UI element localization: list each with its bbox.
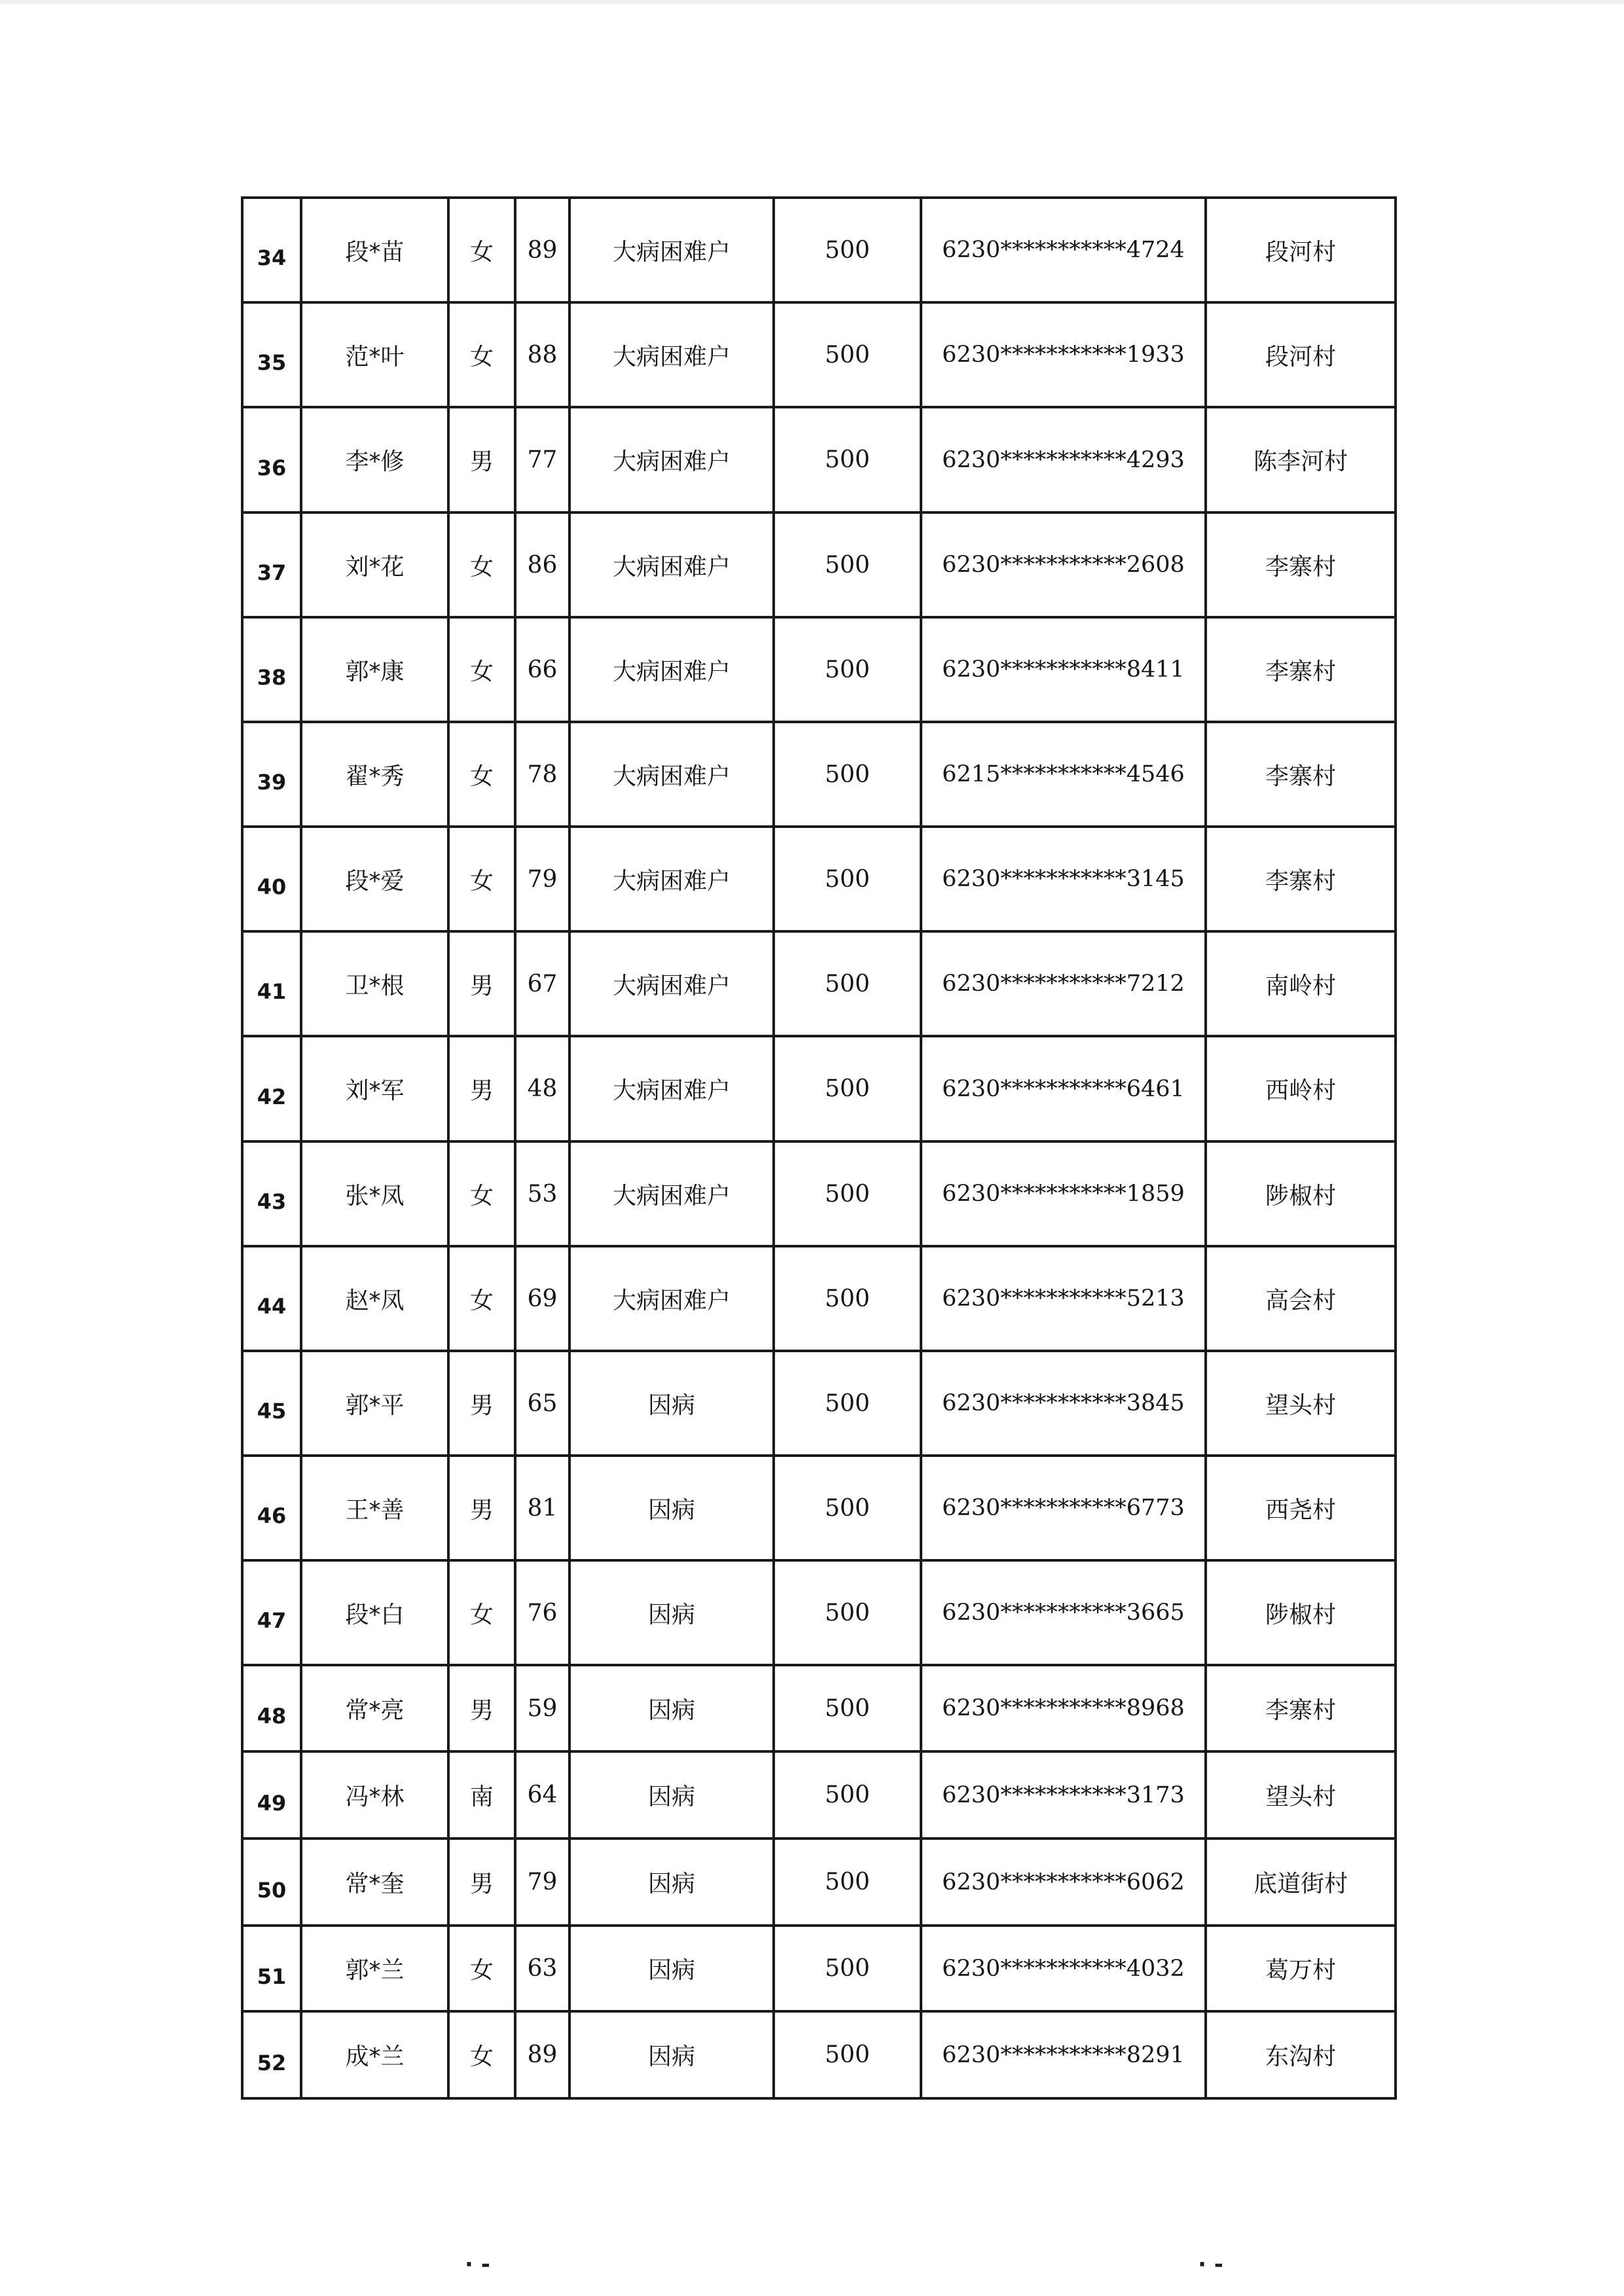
village-name: 陈李河村 [1206, 407, 1396, 512]
row-number: 41 [242, 931, 301, 1036]
table-row [242, 1456, 1396, 1560]
recipient-gender: 男 [448, 1456, 515, 1560]
row-number: 49 [242, 1751, 301, 1839]
recipient-name: 郭*平 [301, 1351, 448, 1456]
row-number: 44 [242, 1246, 301, 1351]
aid-amount: 500 [774, 827, 921, 931]
masked-card-number: 6230***********4293 [921, 407, 1206, 512]
aid-amount: 500 [774, 617, 921, 722]
hardship-category: 大病困难户 [569, 722, 774, 827]
hardship-category: 因病 [569, 2011, 774, 2098]
recipient-gender: 女 [448, 1560, 515, 1665]
village-name: 西岭村 [1206, 1036, 1396, 1141]
aid-amount: 500 [774, 1246, 921, 1351]
recipient-age: 53 [515, 1141, 569, 1246]
recipient-age: 66 [515, 617, 569, 722]
row-number: 40 [242, 827, 301, 931]
row-number: 47 [242, 1560, 301, 1665]
recipient-table-body [242, 198, 1396, 2098]
recipient-name: 王*善 [301, 1456, 448, 1560]
recipient-age: 89 [515, 198, 569, 302]
recipient-age: 88 [515, 302, 569, 407]
row-number: 52 [242, 2011, 301, 2098]
table-row [242, 827, 1396, 931]
hardship-category: 因病 [569, 1665, 774, 1751]
recipient-gender: 男 [448, 1665, 515, 1751]
row-number: 50 [242, 1839, 301, 1926]
recipient-name: 郭*兰 [301, 1926, 448, 2011]
recipient-name: 翟*秀 [301, 722, 448, 827]
masked-card-number: 6230***********4724 [921, 198, 1206, 302]
recipient-gender: 女 [448, 512, 515, 617]
masked-card-number: 6230***********7212 [921, 931, 1206, 1036]
table-row [242, 2011, 1396, 2098]
masked-card-number: 6230***********5213 [921, 1246, 1206, 1351]
aid-amount: 500 [774, 1926, 921, 2011]
village-name: 葛万村 [1206, 1926, 1396, 2011]
hardship-category: 大病困难户 [569, 1141, 774, 1246]
table-row [242, 1665, 1396, 1751]
recipient-gender: 女 [448, 1246, 515, 1351]
aid-amount: 500 [774, 1665, 921, 1751]
recipient-name: 常*奎 [301, 1839, 448, 1926]
aid-amount: 500 [774, 2011, 921, 2098]
recipient-gender: 女 [448, 198, 515, 302]
hardship-category: 大病困难户 [569, 1036, 774, 1141]
village-name: 望头村 [1206, 1351, 1396, 1456]
masked-card-number: 6230***********3173 [921, 1751, 1206, 1839]
village-name: 西尧村 [1206, 1456, 1396, 1560]
hardship-category: 大病困难户 [569, 407, 774, 512]
table-row [242, 617, 1396, 722]
recipient-age: 67 [515, 931, 569, 1036]
hardship-category: 因病 [569, 1351, 774, 1456]
recipient-name: 赵*凤 [301, 1246, 448, 1351]
page-edge [0, 0, 1624, 4]
aid-amount: 500 [774, 302, 921, 407]
table-row [242, 407, 1396, 512]
village-name: 李寨村 [1206, 827, 1396, 931]
recipient-age: 78 [515, 722, 569, 827]
village-name: 李寨村 [1206, 512, 1396, 617]
table-row [242, 1560, 1396, 1665]
hardship-category: 大病困难户 [569, 827, 774, 931]
aid-amount: 500 [774, 1036, 921, 1141]
table-row [242, 1751, 1396, 1839]
table-row [242, 931, 1396, 1036]
row-number: 38 [242, 617, 301, 722]
village-name: 东沟村 [1206, 2011, 1396, 2098]
row-number: 42 [242, 1036, 301, 1141]
recipient-age: 86 [515, 512, 569, 617]
masked-card-number: 6230***********3845 [921, 1351, 1206, 1456]
recipient-gender: 女 [448, 302, 515, 407]
masked-card-number: 6230***********8411 [921, 617, 1206, 722]
village-name: 南岭村 [1206, 931, 1396, 1036]
recipient-age: 79 [515, 1839, 569, 1926]
masked-card-number: 6230***********6773 [921, 1456, 1206, 1560]
recipient-table [241, 196, 1397, 2100]
aid-amount: 500 [774, 198, 921, 302]
village-name: 李寨村 [1206, 617, 1396, 722]
village-name: 李寨村 [1206, 1665, 1396, 1751]
table-row [242, 1036, 1396, 1141]
aid-amount: 500 [774, 407, 921, 512]
hardship-category: 大病困难户 [569, 302, 774, 407]
recipient-name: 张*凤 [301, 1141, 448, 1246]
row-number: 34 [242, 198, 301, 302]
footer-mark-right: · - [1198, 2251, 1223, 2278]
recipient-gender: 女 [448, 1141, 515, 1246]
table-row [242, 1351, 1396, 1456]
recipient-gender: 男 [448, 407, 515, 512]
hardship-category: 大病困难户 [569, 1246, 774, 1351]
footer-mark-left: · - [465, 2251, 490, 2278]
village-name: 陟椒村 [1206, 1141, 1396, 1246]
masked-card-number: 6230***********4032 [921, 1926, 1206, 2011]
recipient-age: 48 [515, 1036, 569, 1141]
hardship-category: 大病困难户 [569, 512, 774, 617]
recipient-age: 76 [515, 1560, 569, 1665]
recipient-name: 卫*根 [301, 931, 448, 1036]
village-name: 段河村 [1206, 302, 1396, 407]
table-row [242, 1839, 1396, 1926]
recipient-age: 64 [515, 1751, 569, 1839]
table-row [242, 198, 1396, 302]
hardship-category: 因病 [569, 1751, 774, 1839]
table-row [242, 302, 1396, 407]
recipient-name: 李*修 [301, 407, 448, 512]
aid-amount: 500 [774, 1141, 921, 1246]
hardship-category: 大病困难户 [569, 617, 774, 722]
row-number: 37 [242, 512, 301, 617]
recipient-gender: 男 [448, 931, 515, 1036]
recipient-name: 常*亮 [301, 1665, 448, 1751]
recipient-gender: 女 [448, 617, 515, 722]
recipient-gender: 男 [448, 1351, 515, 1456]
aid-amount: 500 [774, 512, 921, 617]
row-number: 48 [242, 1665, 301, 1751]
village-name: 陟椒村 [1206, 1560, 1396, 1665]
recipient-gender: 男 [448, 1839, 515, 1926]
recipient-gender: 南 [448, 1751, 515, 1839]
recipient-gender: 女 [448, 1926, 515, 2011]
masked-card-number: 6230***********3145 [921, 827, 1206, 931]
row-number: 43 [242, 1141, 301, 1246]
hardship-category: 大病困难户 [569, 931, 774, 1036]
recipient-age: 63 [515, 1926, 569, 2011]
recipient-gender: 女 [448, 722, 515, 827]
recipient-age: 59 [515, 1665, 569, 1751]
recipient-name: 刘*花 [301, 512, 448, 617]
recipient-age: 77 [515, 407, 569, 512]
table-row [242, 1246, 1396, 1351]
recipient-name: 成*兰 [301, 2011, 448, 2098]
recipient-name: 段*爱 [301, 827, 448, 931]
masked-card-number: 6230***********3665 [921, 1560, 1206, 1665]
village-name: 李寨村 [1206, 722, 1396, 827]
table-row [242, 1926, 1396, 2011]
table-row [242, 722, 1396, 827]
hardship-category: 大病困难户 [569, 198, 774, 302]
recipient-name: 刘*军 [301, 1036, 448, 1141]
table-row [242, 512, 1396, 617]
recipient-age: 65 [515, 1351, 569, 1456]
row-number: 36 [242, 407, 301, 512]
aid-amount: 500 [774, 1560, 921, 1665]
aid-amount: 500 [774, 931, 921, 1036]
row-number: 35 [242, 302, 301, 407]
recipient-name: 段*白 [301, 1560, 448, 1665]
masked-card-number: 6230***********8968 [921, 1665, 1206, 1751]
masked-card-number: 6215***********4546 [921, 722, 1206, 827]
row-number: 46 [242, 1456, 301, 1560]
hardship-category: 因病 [569, 1456, 774, 1560]
masked-card-number: 6230***********1933 [921, 302, 1206, 407]
recipient-name: 冯*林 [301, 1751, 448, 1839]
masked-card-number: 6230***********1859 [921, 1141, 1206, 1246]
table-row [242, 1141, 1396, 1246]
village-name: 底道街村 [1206, 1839, 1396, 1926]
village-name: 望头村 [1206, 1751, 1396, 1839]
recipient-gender: 女 [448, 827, 515, 931]
masked-card-number: 6230***********6062 [921, 1839, 1206, 1926]
village-name: 段河村 [1206, 198, 1396, 302]
village-name: 高会村 [1206, 1246, 1396, 1351]
masked-card-number: 6230***********6461 [921, 1036, 1206, 1141]
row-number: 51 [242, 1926, 301, 2011]
row-number: 39 [242, 722, 301, 827]
aid-amount: 500 [774, 1751, 921, 1839]
recipient-gender: 女 [448, 2011, 515, 2098]
aid-amount: 500 [774, 1456, 921, 1560]
masked-card-number: 6230***********2608 [921, 512, 1206, 617]
recipient-age: 79 [515, 827, 569, 931]
aid-amount: 500 [774, 1351, 921, 1456]
masked-card-number: 6230***********8291 [921, 2011, 1206, 2098]
recipient-name: 郭*康 [301, 617, 448, 722]
hardship-category: 因病 [569, 1560, 774, 1665]
hardship-category: 因病 [569, 1926, 774, 2011]
recipient-name: 段*苗 [301, 198, 448, 302]
recipient-age: 81 [515, 1456, 569, 1560]
recipient-gender: 男 [448, 1036, 515, 1141]
recipient-age: 89 [515, 2011, 569, 2098]
recipient-name: 范*叶 [301, 302, 448, 407]
hardship-category: 因病 [569, 1839, 774, 1926]
row-number: 45 [242, 1351, 301, 1456]
aid-amount: 500 [774, 1839, 921, 1926]
recipient-age: 69 [515, 1246, 569, 1351]
aid-amount: 500 [774, 722, 921, 827]
